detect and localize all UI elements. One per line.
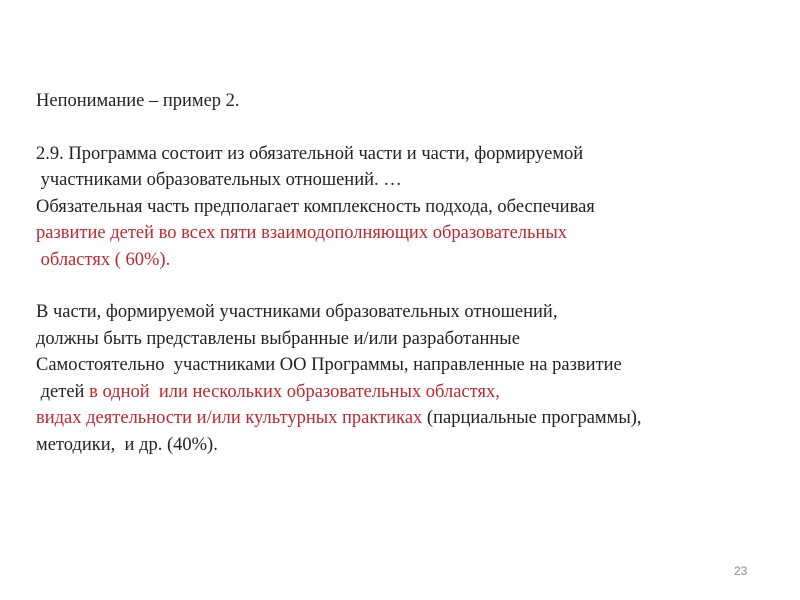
paragraph1-line4-highlight: развитие детей во всех пяти взаимодополняющих образовательных (36, 223, 568, 243)
paragraph2-line4-highlight: в одной или нескольких образовательных областях, (89, 381, 500, 402)
paragraph1-line5-highlight: областях ( 60%). (36, 249, 171, 270)
slide-title: Непонимание – пример 2. (36, 91, 240, 111)
paragraph1-line1: 2.9. Программа состоит из обязательной части и части, формируемой (36, 143, 584, 164)
page-number: 23 (734, 564, 748, 578)
paragraph2-line4 (36, 379, 776, 406)
spacer (36, 115, 776, 141)
paragraph2-line4-text: детей (36, 381, 90, 402)
paragraph2-line5 (36, 405, 776, 432)
paragraph2-line6: методики, и др. (40%). (36, 434, 218, 455)
paragraph2-line2: должны быть представлены выбранные и/или разработанные (36, 328, 520, 349)
paragraph2-line5-highlight: видах деятельности и/или культурных практиках (36, 408, 423, 428)
paragraph1-line2: участниками образовательных отношений. … (36, 170, 402, 190)
paragraph1-line3: Обязательная часть предполагает комплексность подхода, обеспечивая (36, 196, 595, 217)
paragraph2-line1: В части, формируемой участниками образовательных отношений, (36, 302, 558, 322)
slide-content (36, 88, 776, 458)
paragraph2-line5-text: (парциальные программы), (422, 408, 642, 428)
spacer (36, 273, 776, 299)
paragraph2-line3: Самостоятельно участниками ОО Программы, направленные на развитие (36, 355, 622, 375)
